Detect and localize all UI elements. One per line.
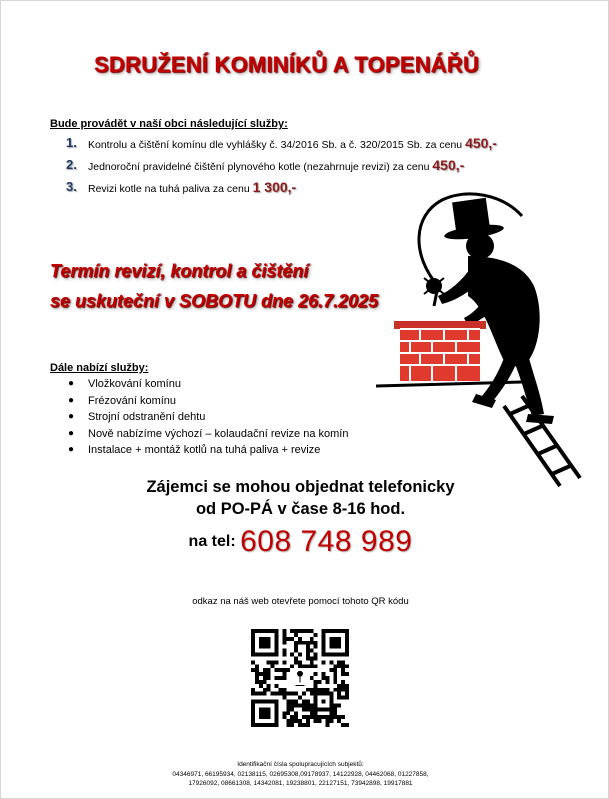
qr-module bbox=[329, 660, 333, 664]
qr-module bbox=[282, 668, 286, 672]
qr-module bbox=[306, 719, 310, 723]
qr-module bbox=[282, 676, 286, 680]
qr-module bbox=[302, 692, 306, 696]
qr-module bbox=[314, 656, 318, 660]
phone-number[interactable]: 608 748 989 bbox=[240, 525, 413, 558]
qr-module bbox=[282, 649, 286, 653]
qr-module bbox=[263, 672, 267, 676]
qr-module bbox=[341, 668, 345, 672]
qr-module bbox=[302, 700, 306, 704]
qr-module bbox=[325, 715, 329, 719]
qr-module bbox=[310, 676, 314, 680]
qr-module bbox=[294, 660, 298, 664]
qr-module bbox=[282, 692, 286, 696]
qr-module bbox=[255, 668, 259, 672]
qr-module bbox=[314, 664, 318, 668]
qr-module bbox=[345, 688, 349, 692]
qr-module bbox=[341, 672, 345, 676]
qr-module bbox=[286, 703, 290, 707]
qr-note: odkaz na náš web otevřete pomocí tohoto QR kódu bbox=[192, 596, 409, 607]
qr-module bbox=[263, 692, 267, 696]
bullet-icon: ● bbox=[68, 427, 75, 439]
qr-module bbox=[322, 715, 326, 719]
qr-module bbox=[267, 688, 271, 692]
qr-module bbox=[318, 715, 322, 719]
qr-module bbox=[290, 715, 294, 719]
list-item-text: Nově nabízíme výchozí – kolaudační revize na komín bbox=[88, 427, 349, 440]
qr-module bbox=[251, 692, 255, 696]
qr-module bbox=[294, 633, 298, 637]
qr-module bbox=[290, 664, 294, 668]
qr-module bbox=[294, 692, 298, 696]
qr-module bbox=[329, 711, 333, 715]
qr-module bbox=[298, 641, 302, 645]
qr-code-icon[interactable] bbox=[251, 629, 349, 727]
qr-module bbox=[259, 680, 263, 684]
qr-module bbox=[278, 688, 282, 692]
qr-module bbox=[290, 653, 294, 657]
qr-module bbox=[341, 715, 345, 719]
qr-module bbox=[310, 641, 314, 645]
sweep-head bbox=[466, 233, 494, 259]
list-item-text: Frézování komínu bbox=[88, 394, 177, 407]
qr-module bbox=[275, 676, 279, 680]
qr-module bbox=[294, 649, 298, 653]
qr-module bbox=[314, 680, 318, 684]
list-item-text: Vložkování komínu bbox=[88, 378, 181, 390]
qr-module bbox=[259, 684, 263, 688]
qr-module bbox=[282, 629, 286, 633]
qr-module bbox=[298, 719, 302, 723]
qr-module bbox=[345, 696, 349, 700]
service-price: 450,- bbox=[465, 135, 497, 151]
qr-module bbox=[310, 660, 314, 664]
qr-module bbox=[310, 711, 314, 715]
service-item bbox=[66, 133, 497, 155]
qr-module bbox=[290, 703, 294, 707]
qr-module bbox=[322, 672, 326, 676]
date-headline bbox=[50, 256, 378, 316]
qr-module bbox=[341, 684, 345, 688]
qr-module bbox=[310, 629, 314, 633]
qr-module bbox=[306, 649, 310, 653]
qr-module bbox=[286, 707, 290, 711]
qr-module bbox=[267, 660, 271, 664]
qr-module bbox=[282, 633, 286, 637]
qr-module bbox=[263, 676, 267, 680]
qr-module bbox=[255, 692, 259, 696]
qr-module bbox=[294, 645, 298, 649]
qr-module bbox=[310, 707, 314, 711]
service-price: 1 300,- bbox=[252, 179, 297, 195]
more-services-heading: Dále nabízí služby: bbox=[50, 362, 149, 374]
footer-line-2: 04346971, 66195934, 02138115, 02695308,09178937, 14122928, 04462068, 01227858, bbox=[172, 770, 429, 778]
sweep-leg-back bbox=[482, 358, 516, 402]
qr-module bbox=[314, 672, 318, 676]
qr-module bbox=[310, 649, 314, 653]
qr-module bbox=[337, 696, 341, 700]
qr-module bbox=[251, 660, 255, 664]
list-item bbox=[68, 426, 348, 443]
qr-module bbox=[345, 692, 349, 696]
qr-module bbox=[306, 653, 310, 657]
qr-module bbox=[306, 656, 310, 660]
qr-module bbox=[294, 719, 298, 723]
headline-line-2: se uskuteční v SOBOTU dne 26.7.2025 bbox=[50, 291, 379, 311]
phone-line bbox=[0, 525, 605, 559]
qr-module bbox=[290, 719, 294, 723]
qr-module bbox=[302, 715, 306, 719]
qr-module bbox=[255, 676, 259, 680]
qr-module bbox=[286, 700, 290, 704]
service-price: 450,- bbox=[432, 157, 465, 173]
qr-module bbox=[310, 688, 314, 692]
qr-module bbox=[298, 660, 302, 664]
qr-module bbox=[333, 703, 337, 707]
qr-module bbox=[341, 680, 345, 684]
qr-module bbox=[318, 680, 322, 684]
qr-module bbox=[333, 668, 337, 672]
qr-module bbox=[271, 660, 275, 664]
qr-module bbox=[314, 711, 318, 715]
qr-module bbox=[294, 700, 298, 704]
qr-module bbox=[290, 700, 294, 704]
qr-module bbox=[255, 672, 259, 676]
qr-module bbox=[337, 664, 341, 668]
qr-module bbox=[267, 672, 271, 676]
qr-module bbox=[294, 656, 298, 660]
qr-module bbox=[314, 715, 318, 719]
qr-module bbox=[333, 664, 337, 668]
qr-module bbox=[306, 700, 310, 704]
services-intro: Bude provádět v naší obci následující služby: bbox=[50, 118, 288, 130]
footer-line-1: Identifikační čísla spolupracujících subjektů: bbox=[237, 761, 364, 768]
qr-module bbox=[333, 676, 337, 680]
qr-module bbox=[275, 684, 279, 688]
qr-module bbox=[337, 719, 341, 723]
qr-module bbox=[306, 723, 310, 727]
qr-module bbox=[275, 692, 279, 696]
qr-module bbox=[325, 723, 329, 727]
qr-module bbox=[306, 715, 310, 719]
more-services-list bbox=[68, 376, 348, 459]
qr-module bbox=[282, 711, 286, 715]
qr-module bbox=[275, 660, 279, 664]
qr-module bbox=[345, 664, 349, 668]
qr-module bbox=[282, 672, 286, 676]
list-item bbox=[68, 376, 348, 393]
qr-module bbox=[302, 723, 306, 727]
qr-module bbox=[314, 633, 318, 637]
qr-module bbox=[322, 676, 326, 680]
qr-module bbox=[278, 668, 282, 672]
qr-module bbox=[333, 688, 337, 692]
qr-module bbox=[329, 668, 333, 672]
qr-module bbox=[259, 692, 263, 696]
qr-module bbox=[314, 645, 318, 649]
bullet-icon: ● bbox=[68, 378, 75, 389]
qr-module bbox=[314, 688, 318, 692]
qr-module bbox=[310, 664, 314, 668]
bullet-icon: ● bbox=[68, 394, 75, 406]
list-item bbox=[68, 393, 348, 410]
qr-module bbox=[298, 696, 302, 700]
qr-module bbox=[337, 692, 341, 696]
brick-chimney bbox=[394, 321, 486, 381]
service-number: 1. bbox=[66, 135, 77, 150]
qr-module bbox=[333, 715, 337, 719]
qr-module bbox=[271, 664, 275, 668]
qr-module bbox=[302, 707, 306, 711]
qr-module bbox=[337, 688, 341, 692]
qr-module bbox=[294, 629, 298, 633]
qr-module bbox=[345, 723, 349, 727]
qr-module bbox=[341, 664, 345, 668]
qr-module bbox=[341, 688, 345, 692]
list-item bbox=[68, 409, 348, 426]
qr-module bbox=[333, 672, 337, 676]
qr-module bbox=[306, 688, 310, 692]
qr-module bbox=[282, 641, 286, 645]
phone-label: na tel: bbox=[188, 533, 241, 550]
qr-module bbox=[259, 672, 263, 676]
qr-module bbox=[298, 664, 302, 668]
qr-module bbox=[278, 676, 282, 680]
contact-block bbox=[0, 476, 605, 520]
qr-module bbox=[306, 707, 310, 711]
qr-module bbox=[329, 719, 333, 723]
qr-module bbox=[267, 684, 271, 688]
qr-module bbox=[255, 664, 259, 668]
qr-module bbox=[333, 680, 337, 684]
page-title: SDRUŽENÍ KOMINÍKŮ A TOPENÁŘŮ bbox=[94, 52, 479, 77]
qr-module bbox=[310, 715, 314, 719]
qr-module bbox=[314, 653, 318, 657]
qr-module bbox=[322, 688, 326, 692]
qr-module bbox=[290, 723, 294, 727]
qr-module bbox=[345, 684, 349, 688]
qr-module bbox=[306, 629, 310, 633]
qr-module bbox=[286, 711, 290, 715]
qr-module bbox=[298, 637, 302, 641]
service-item bbox=[66, 155, 497, 177]
qr-module bbox=[290, 707, 294, 711]
qr-module bbox=[325, 688, 329, 692]
service-text: Jednoroční pravidelné čištění plynového kotle (nezahrnuje revizi) za cenu bbox=[88, 161, 433, 173]
service-number: 3. bbox=[66, 179, 77, 194]
qr-module bbox=[251, 688, 255, 692]
qr-module bbox=[337, 660, 341, 664]
qr-module bbox=[310, 656, 314, 660]
qr-module bbox=[282, 660, 286, 664]
qr-module bbox=[322, 660, 326, 664]
qr-module bbox=[282, 688, 286, 692]
qr-module bbox=[325, 719, 329, 723]
qr-module bbox=[282, 696, 286, 700]
qr-module bbox=[298, 653, 302, 657]
qr-module bbox=[286, 637, 290, 641]
qr-module bbox=[318, 719, 322, 723]
qr-module bbox=[337, 684, 341, 688]
sweep-brush bbox=[424, 278, 444, 294]
qr-module bbox=[290, 637, 294, 641]
qr-module bbox=[286, 723, 290, 727]
qr-module bbox=[294, 711, 298, 715]
qr-module bbox=[310, 703, 314, 707]
qr-module bbox=[298, 723, 302, 727]
qr-module bbox=[325, 680, 329, 684]
qr-module bbox=[318, 688, 322, 692]
qr-module bbox=[302, 664, 306, 668]
qr-module bbox=[314, 684, 318, 688]
qr-module bbox=[314, 719, 318, 723]
qr-module bbox=[302, 629, 306, 633]
qr-module bbox=[255, 680, 259, 684]
qr-module bbox=[263, 680, 267, 684]
qr-module bbox=[271, 692, 275, 696]
qr-module bbox=[286, 692, 290, 696]
qr-module bbox=[278, 692, 282, 696]
qr-module bbox=[337, 703, 341, 707]
contact-line-2: od PO-PÁ v čase 8-16 hod. bbox=[195, 500, 406, 518]
qr-module bbox=[306, 703, 310, 707]
qr-module bbox=[306, 645, 310, 649]
qr-module bbox=[325, 676, 329, 680]
service-number: 2. bbox=[66, 157, 77, 172]
qr-module bbox=[329, 715, 333, 719]
footer bbox=[0, 760, 605, 789]
service-text: Revizi kotle na tuhá paliva za cenu bbox=[88, 183, 253, 195]
qr-module bbox=[306, 664, 310, 668]
footer-line-3: 17926092, 08661308, 14342081, 19238801, 22127151, 73942898, 19917881 bbox=[188, 780, 413, 787]
bullet-icon: ● bbox=[68, 444, 75, 455]
qr-module bbox=[310, 692, 314, 696]
qr-module bbox=[333, 707, 337, 711]
bullet-icon: ● bbox=[68, 411, 75, 422]
qr-module bbox=[337, 715, 341, 719]
qr-module bbox=[306, 641, 310, 645]
qr-module bbox=[310, 637, 314, 641]
qr-module bbox=[286, 719, 290, 723]
qr-module bbox=[267, 676, 271, 680]
headline-line-1: Termín revizí, kontrol a čištění bbox=[50, 261, 309, 281]
contact-line-1: Zájemci se mohou objednat telefonicky bbox=[146, 478, 455, 496]
list-item-text: Instalace + montáž kotlů na tuhá paliva + revize bbox=[88, 444, 321, 456]
qr-module bbox=[251, 668, 255, 672]
list-item bbox=[68, 442, 348, 459]
qr-module bbox=[314, 641, 318, 645]
qr-module bbox=[275, 668, 279, 672]
qr-module bbox=[282, 653, 286, 657]
list-item-text: Strojní odstranění dehtu bbox=[88, 411, 206, 423]
qr-module bbox=[294, 641, 298, 645]
qr-module bbox=[333, 711, 337, 715]
qr-module bbox=[290, 629, 294, 633]
qr-module bbox=[341, 660, 345, 664]
qr-module bbox=[302, 641, 306, 645]
qr-module bbox=[298, 629, 302, 633]
qr-module bbox=[267, 668, 271, 672]
qr-module bbox=[341, 723, 345, 727]
qr-module bbox=[294, 703, 298, 707]
qr-module bbox=[263, 688, 267, 692]
qr-module bbox=[286, 668, 290, 672]
qr-module bbox=[282, 637, 286, 641]
qr-module bbox=[263, 668, 267, 672]
qr-module bbox=[341, 696, 345, 700]
qr-module bbox=[290, 692, 294, 696]
qr-module bbox=[294, 715, 298, 719]
qr-module bbox=[302, 703, 306, 707]
qr-module bbox=[298, 703, 302, 707]
qr-module bbox=[282, 715, 286, 719]
qr-module bbox=[345, 672, 349, 676]
service-text: Kontrolu a čištění komínu dle vyhlášky č. 34/2016 Sb. a č. 320/2015 Sb. za cenu bbox=[88, 139, 466, 151]
